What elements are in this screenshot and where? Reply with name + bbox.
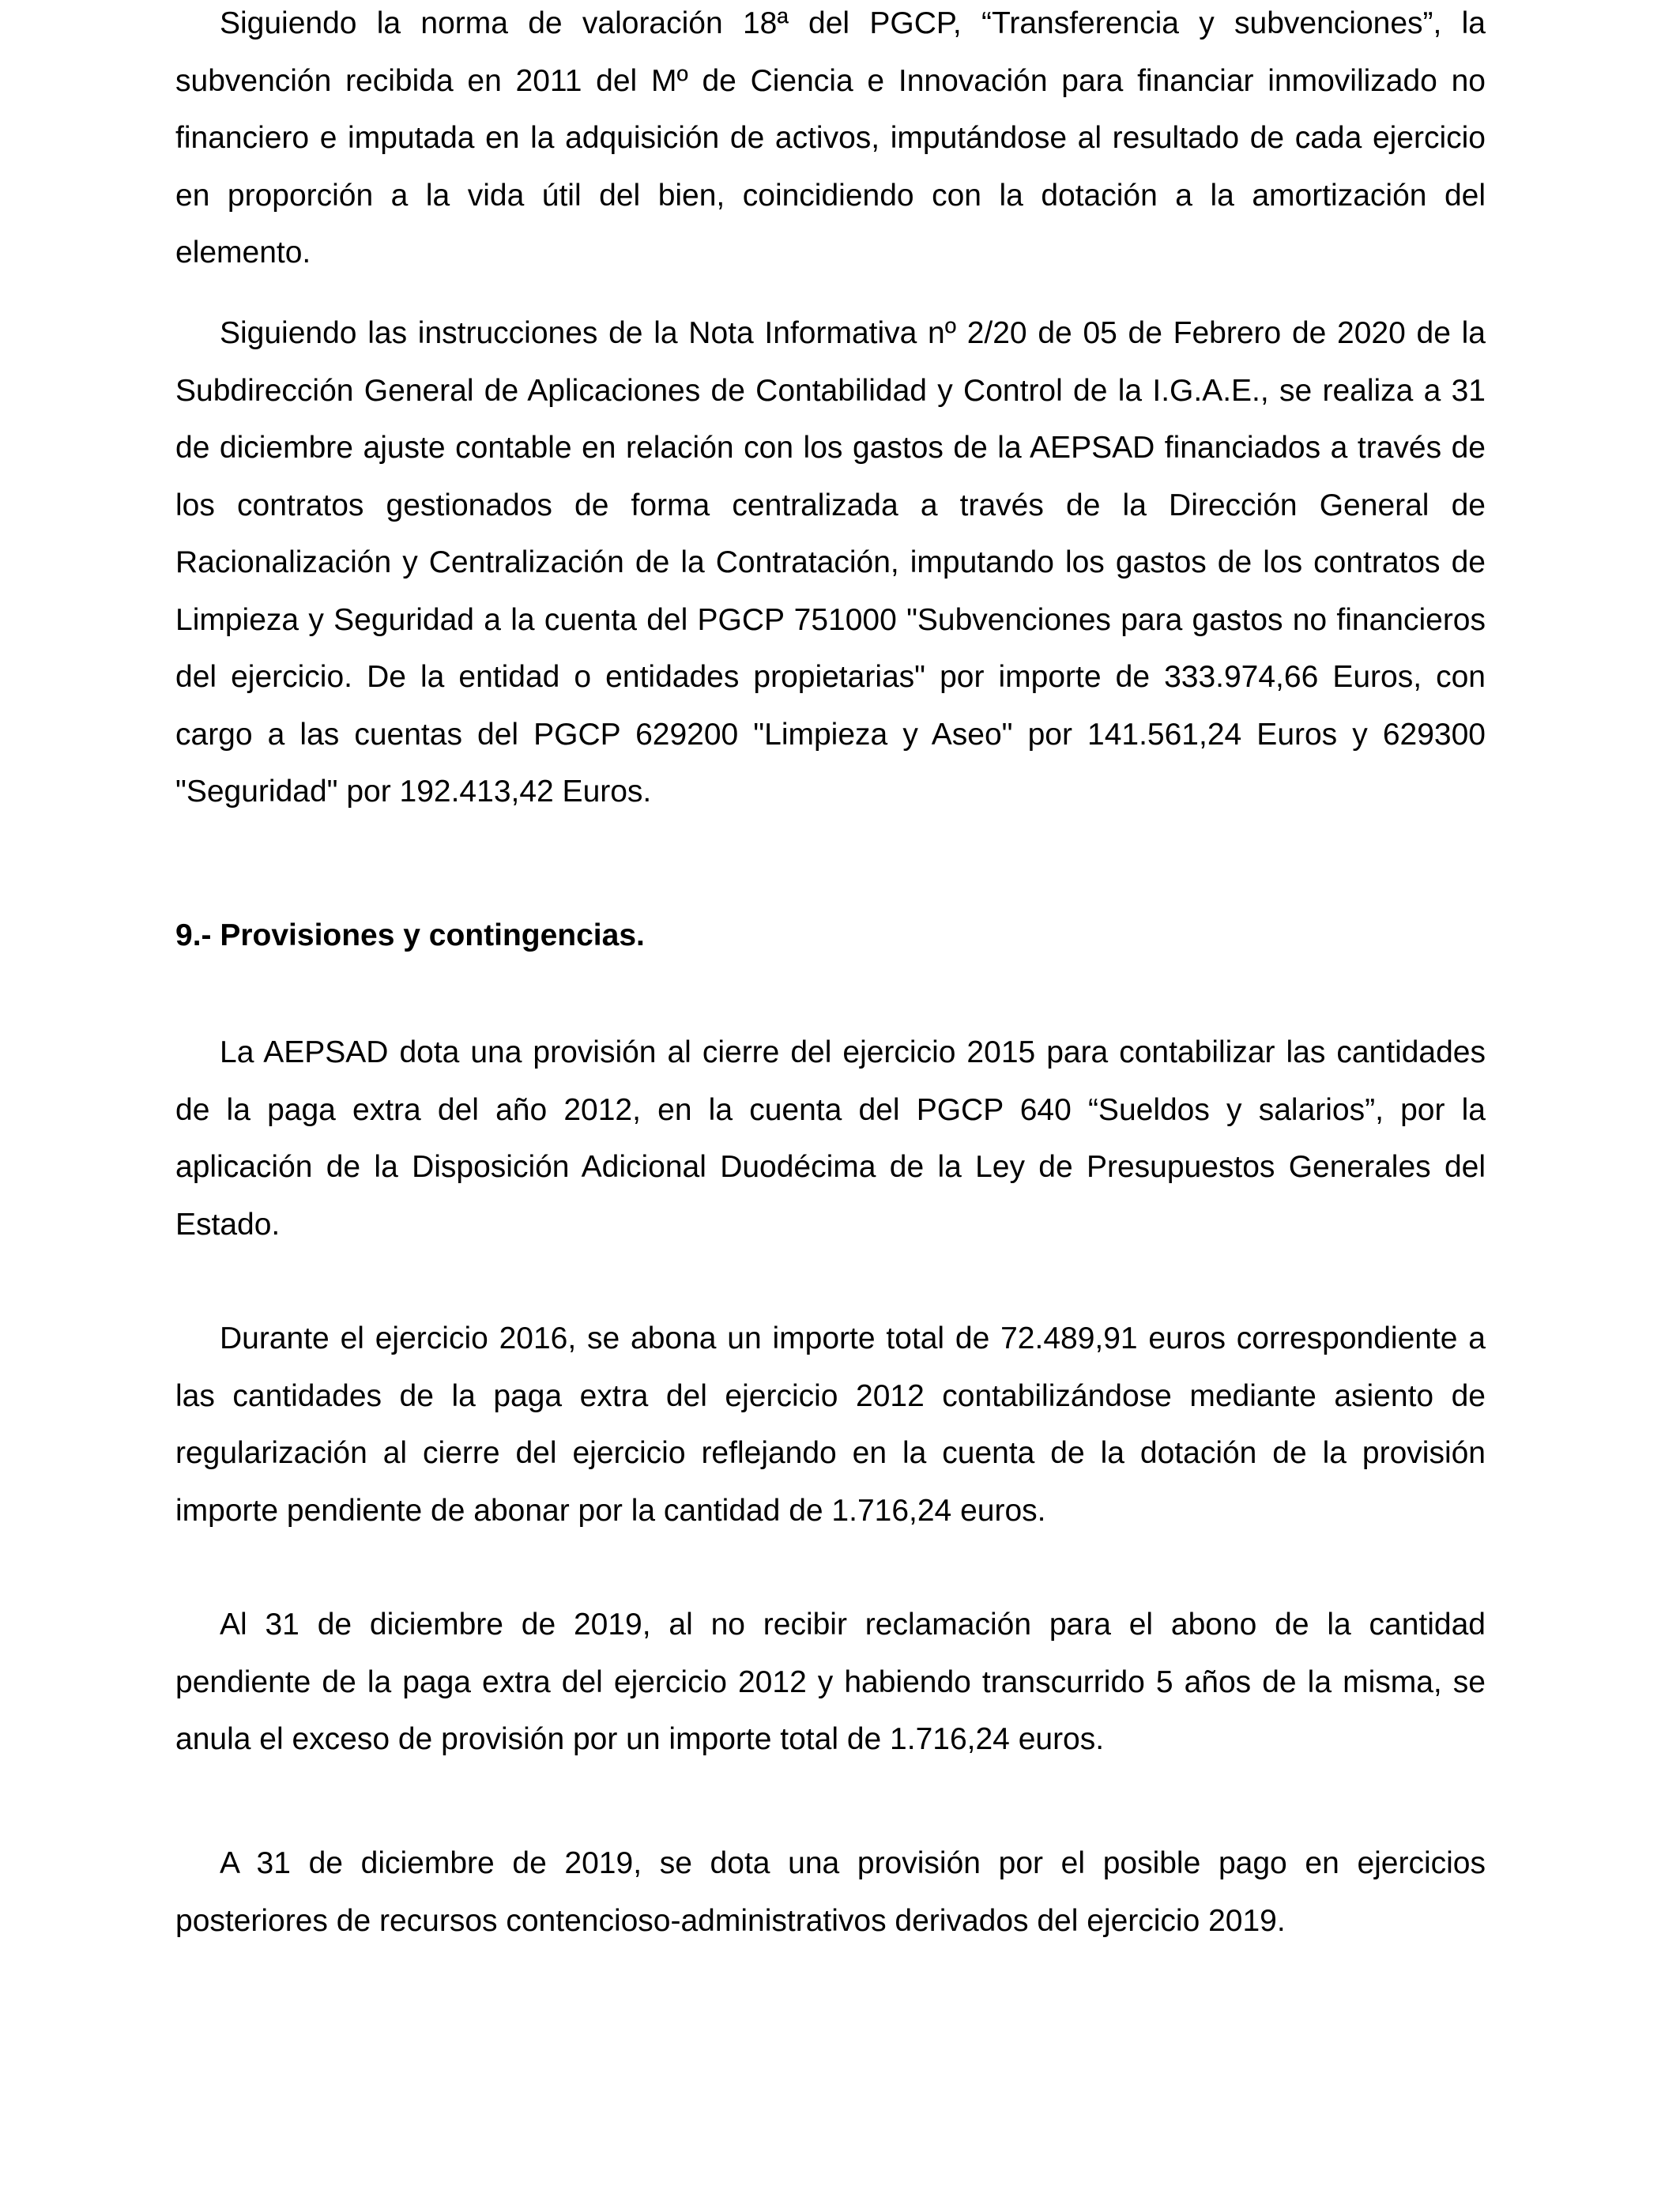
paragraph-anulacion-2019: Al 31 de diciembre de 2019, al no recibir reclamación para el abono de la cantidad pendiente de la paga extra del ejercicio 2012 y habiendo transcurrido 5 años de la misma, se anula el exceso de provisión por un importe total de 1.716,24 euros. <box>175 1608 1486 1756</box>
paragraph-ajuste-contable: Siguiendo las instrucciones de la Nota Informativa nº 2/20 de 05 de Febrero de 2020 de la Subdirección General de Aplicaciones de Contabilidad y Control de la I.G.A.E., se realiza a 31 de diciembre ajuste contable en relación con los gastos de la AEPSAD financiados a través de los contratos gestionados de forma centralizada a través de la Dirección General de Racionalización y Centralización de la Contratación, imputando los gastos de los contratos de Limpieza y Seguridad a la cuenta del PGCP 751000 "Subvenciones para gastos no financieros del ejercicio. De la entidad o entidades propietarias" por importe de 333.974,66 Euros, con cargo a las cuentas del PGCP 629200 "Limpieza y Aseo" por 141.561,24 Euros y 629300 "Seguridad" por 192.413,42 Euros. <box>175 316 1486 809</box>
paragraph-provision-2015: La AEPSAD dota una provisión al cierre del ejercicio 2015 para contabilizar las cantidades de la paga extra del año 2012, en la cuenta del PGCP 640 “Sueldos y salarios”, por la aplicación de la Disposición Adicional Duodécima de la Ley de Presupuestos Generales del Estado. <box>175 1035 1486 1242</box>
paragraph-dotacion-2019: A 31 de diciembre de 2019, se dota una provisión por el posible pago en ejercicios posteriores de recursos contencioso-administrativos derivados del ejercicio 2019. <box>175 1846 1486 1938</box>
paragraph-subvencion: Siguiendo la norma de valoración 18ª del PGCP, “Transferencia y subvenciones”, la subvención recibida en 2011 del Mº de Ciencia e Innovación para financiar inmovilizado no financiero e imputada en la adquisición de activos, imputándose al resultado de cada ejercicio en proporción a la vida útil del bien, coincidiendo con la dotación a la amortización del elemento. <box>175 6 1486 270</box>
paragraph-abono-2016: Durante el ejercicio 2016, se abona un importe total de 72.489,91 euros correspondiente a las cantidades de la paga extra del ejercicio 2012 contabilizándose mediante asiento de regularización al cierre del ejercicio reflejando en la cuenta de la dotación de la provisión importe pendiente de abonar por la cantidad de 1.716,24 euros. <box>175 1321 1486 1528</box>
section-heading: 9.- Provisiones y contingencias. <box>175 918 645 952</box>
